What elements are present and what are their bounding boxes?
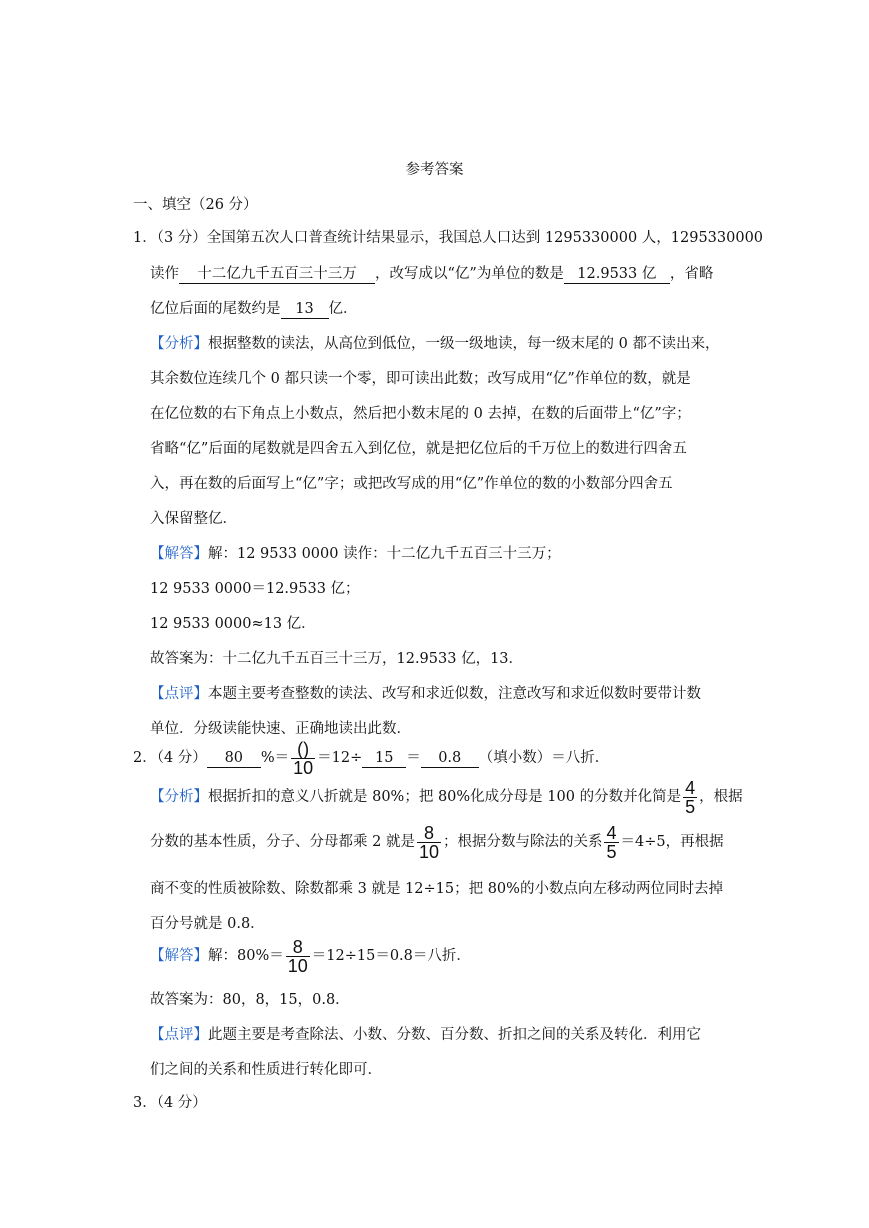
q1-answer-line — [150, 542, 561, 563]
fraction-eight-tenths: $\frac{8}{10}$ — [418, 822, 439, 862]
q2-question-line — [133, 738, 609, 778]
answer-tag: 【解答】 — [150, 948, 208, 964]
q1-omit-label: ，省略 — [669, 266, 714, 282]
q1-approx-label: 亿位后面的尾数约是 — [150, 301, 281, 317]
q1-read-label: 读作 — [150, 266, 179, 282]
q2-analysis-text: 根据折扣的意义八折就是 80%；把 80%化成分母是 100 的分数并化简是 — [208, 789, 682, 805]
q2-comment-line: 们之间的关系和性质进行转化即可． — [150, 1062, 382, 1078]
q1-line1: 1．（3 分）全国第五次人口普查统计结果显示，我国总人口达到 1295330000 人，1295330000 — [133, 230, 764, 246]
section-heading: 一、填空（26 分） — [133, 197, 258, 213]
analysis-tag: 【分析】 — [150, 336, 208, 352]
q2-division: ＝12÷ — [317, 750, 363, 766]
q2-prefix: 2．（4 分） — [133, 750, 207, 766]
q1-rewrite-label: ，改写成以“亿”为单位的数是 — [375, 266, 564, 282]
q1-line3 — [150, 297, 358, 319]
q2-analysis-line — [150, 777, 743, 817]
q2-analysis-text: 分数的基本性质，分子、分母都乘 2 就是 — [150, 834, 415, 850]
q3-prefix: 3．（4 分） — [133, 1095, 207, 1111]
q2-analysis-text: ，根据 — [699, 789, 743, 805]
comment-tag: 【点评】 — [150, 1027, 208, 1043]
q1-answer-line: 12 9533 0000≈13 亿． — [150, 616, 316, 632]
q1-analysis-line: 省略“亿”后面的尾数就是四舍五入到亿位，就是把亿位后的千万位上的数进行四舍五 — [150, 441, 687, 457]
comment-tag: 【点评】 — [150, 686, 208, 702]
fraction-four-fifths: $\frac{4}{5}$ — [606, 822, 617, 862]
page-title: 参考答案 — [405, 162, 464, 178]
q2-final-answer: 故答案为：80，8，15，0.8． — [150, 992, 350, 1008]
q1-line2 — [150, 262, 713, 284]
q2-analysis-line: 百分号就是 0.8． — [150, 916, 265, 932]
q2-analysis-line — [150, 822, 724, 862]
q1-analysis-line: 其余数位连续几个 0 都只读一个零，即可读出此数；改写成用“亿”作单位的数，就是 — [150, 371, 691, 387]
q1-approx-unit: 亿． — [328, 301, 358, 317]
fraction-four-fifths: $\frac{4}{5}$ — [685, 777, 696, 817]
q1-answer-line: 故答案为：十二亿九千五百三十三万，12.9533 亿，13． — [150, 651, 524, 667]
q1-comment-text: 本题主要考查整数的读法、改写和求近似数，注意改写和求近似数时要带计数 — [208, 686, 701, 702]
q1-analysis-line: 在亿位数的右下角点上小数点，然后把小数末尾的 0 去掉，在数的后面带上“亿”字； — [150, 406, 691, 422]
q2-analysis-text: ；根据分数与除法的关系 — [442, 834, 603, 850]
q1-comment-line — [150, 682, 701, 703]
q2-analysis-line: 商不变的性质被除数、除数都乘 3 就是 12÷15；把 80%的小数点向左移动两位同时去掉 — [150, 881, 723, 897]
q2-answer-text: 解：80%＝ — [208, 948, 284, 964]
q1-blank-rewrite: 12.9533 亿 — [564, 265, 670, 284]
fraction-eight-tenths: $\frac{8}{10}$ — [287, 936, 308, 976]
q2-blank-percent: 80 — [207, 749, 261, 768]
q2-analysis-text: ＝4÷5，再根据 — [620, 834, 724, 850]
q1-analysis-text: 根据整数的读法，从高位到低位，一级一级地读，每一级末尾的 0 都不读出来， — [208, 336, 720, 352]
analysis-tag: 【分析】 — [150, 789, 208, 805]
q2-answer-line — [150, 936, 471, 976]
q2-percent-sign: %＝ — [260, 750, 290, 766]
q2-blank-decimal: 0.8 — [421, 749, 479, 768]
q1-analysis-line — [150, 332, 719, 353]
q1-blank-approx: 13 — [281, 300, 329, 319]
q2-fraction-blank: $\frac{()}{10}$ — [293, 738, 314, 778]
q2-comment-line — [150, 1023, 701, 1044]
q1-comment-line: 单位．分级读能快速、正确地读出此数． — [150, 721, 411, 737]
q1-analysis-line: 入保留整亿． — [150, 511, 237, 527]
q1-answer-line: 12 9533 0000＝12.9533 亿； — [150, 581, 360, 597]
q2-suffix: （填小数）＝八折． — [478, 750, 610, 766]
q2-blank-divisor: 15 — [362, 749, 406, 768]
q1-blank-reading: 十二亿九千五百三十三万 — [179, 265, 375, 284]
answer-tag: 【解答】 — [150, 546, 208, 562]
q2-comment-text: 此题主要是考查除法、小数、分数、百分数、折扣之间的关系及转化．利用它 — [208, 1027, 701, 1043]
q2-answer-text: ＝12÷15＝0.8＝八折． — [311, 948, 471, 964]
q1-analysis-line: 入，再在数的后面写上“亿”字；或把改写成的用“亿”作单位的数的小数部分四舍五 — [150, 476, 673, 492]
q1-answer-text: 解：12 9533 0000 读作：十二亿九千五百三十三万； — [208, 546, 561, 562]
q2-equals: ＝ — [406, 750, 421, 766]
